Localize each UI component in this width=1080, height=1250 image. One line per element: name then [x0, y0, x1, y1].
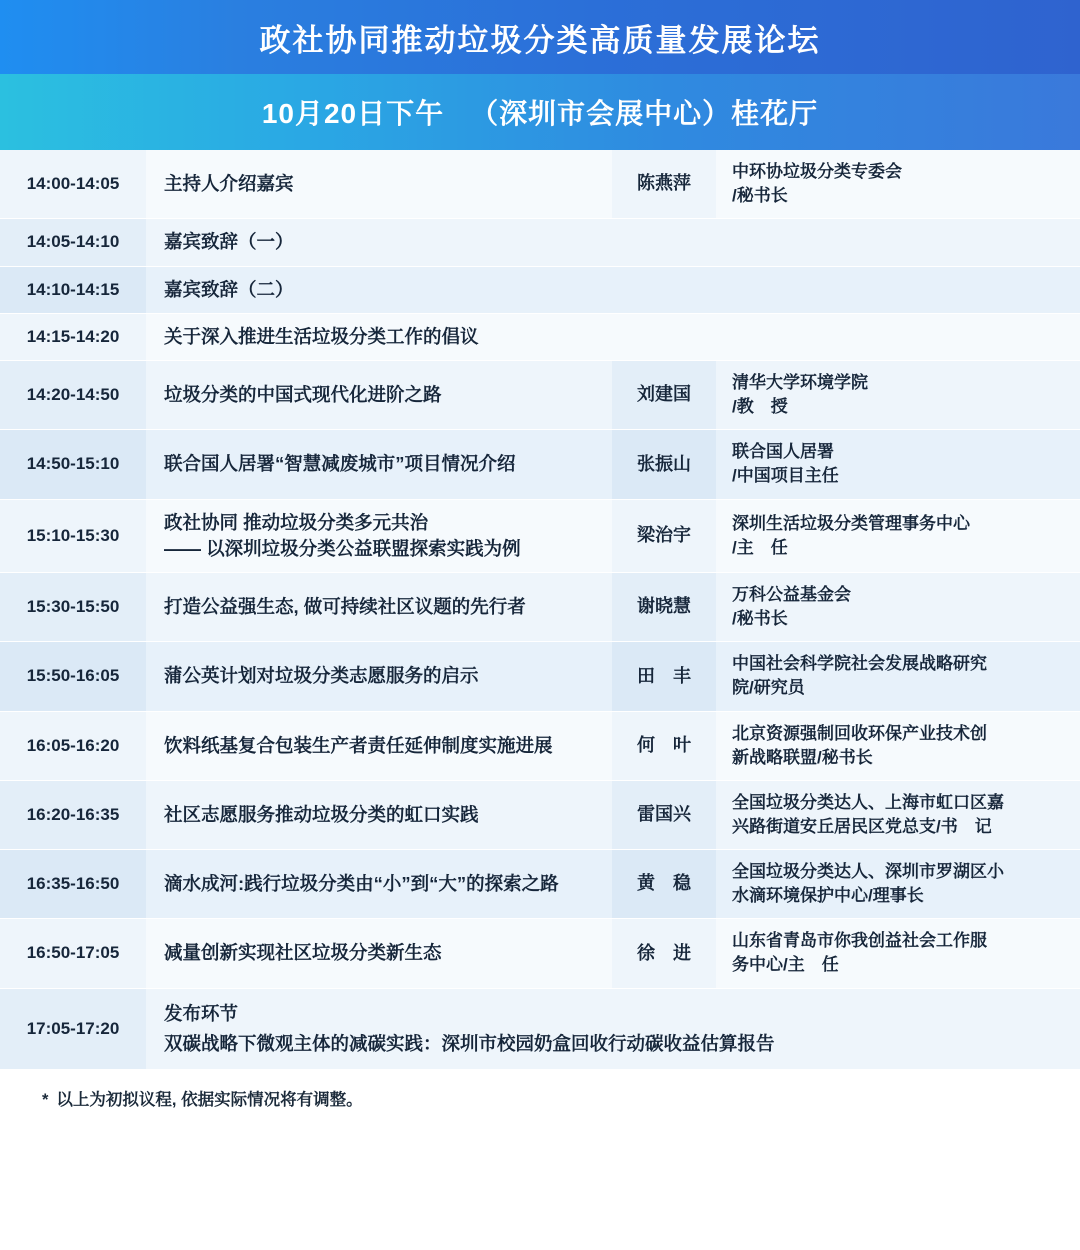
- table-row: [0, 219, 1080, 266]
- org-line-2: /主 任: [732, 537, 788, 557]
- row-topic: 减量创新实现社区垃圾分类新生态: [146, 919, 612, 988]
- row-time: 14:15-14:20: [0, 313, 146, 360]
- org-line-1: 北京资源强制回收环保产业技术创: [732, 723, 987, 743]
- row-topic: 打造公益强生态, 做可持续社区议题的先行者: [146, 573, 612, 642]
- table-row: [0, 499, 1080, 573]
- row-speaker: 梁治宇: [612, 499, 716, 573]
- row-speaker: 谢晓慧: [612, 573, 716, 642]
- row-organization: [716, 711, 1080, 780]
- row-organization: [716, 361, 1080, 430]
- table-row: [0, 430, 1080, 499]
- org-line-1: 联合国人居署: [732, 442, 834, 462]
- row-organization: [716, 499, 1080, 573]
- row-time: 16:35-16:50: [0, 850, 146, 919]
- org-line-1: 山东省青岛市你我创益社会工作服: [732, 931, 987, 951]
- org-line-2: 新战略联盟/秘书长: [732, 747, 873, 767]
- row-time: 14:20-14:50: [0, 361, 146, 430]
- row-topic: 蒲公英计划对垃圾分类志愿服务的启示: [146, 642, 612, 711]
- table-row: [0, 150, 1080, 219]
- row-organization: [716, 780, 1080, 849]
- table-row: [0, 711, 1080, 780]
- org-line-1: 深圳生活垃圾分类管理事务中心: [732, 513, 970, 533]
- row-time: 14:00-14:05: [0, 150, 146, 219]
- row-organization: [716, 850, 1080, 919]
- org-line-2: 院/研究员: [732, 678, 805, 698]
- row-time: 14:10-14:15: [0, 266, 146, 313]
- row-time: 15:30-15:50: [0, 573, 146, 642]
- org-line-2: /中国项目主任: [732, 466, 839, 486]
- org-line-2: 兴路街道安丘居民区党总支/书 记: [732, 816, 992, 836]
- org-line-1: 中环协垃圾分类专委会: [732, 162, 902, 181]
- row-speaker: 陈燕萍: [612, 150, 716, 219]
- table-row: [0, 313, 1080, 360]
- row-speaker: 徐 进: [612, 919, 716, 988]
- row-organization: [716, 573, 1080, 642]
- row-time: 16:50-17:05: [0, 919, 146, 988]
- row-topic: 垃圾分类的中国式现代化进阶之路: [146, 361, 612, 430]
- row-time: 16:05-16:20: [0, 711, 146, 780]
- row-organization: [716, 642, 1080, 711]
- final-section-subtitle: 双碳战略下微观主体的减碳实践：深圳市校园奶盒回收行动碳收益估算报告: [164, 1032, 775, 1054]
- table-row: [0, 780, 1080, 849]
- row-speaker: 雷国兴: [612, 780, 716, 849]
- page-title: 政社协同推动垃圾分类高质量发展论坛: [259, 22, 821, 58]
- table-row: [0, 361, 1080, 430]
- org-line-1: 万科公益基金会: [732, 585, 851, 605]
- org-line-1: 清华大学环境学院: [732, 373, 868, 393]
- topic-line-2: —— 以深圳垃圾分类公益联盟探索实践为例: [164, 537, 521, 559]
- table-row-final: [0, 988, 1080, 1070]
- row-topic: 社区志愿服务推动垃圾分类的虹口实践: [146, 780, 612, 849]
- row-time: 15:50-16:05: [0, 642, 146, 711]
- row-speaker: 田 丰: [612, 642, 716, 711]
- row-topic: 联合国人居署“智慧减废城市”项目情况介绍: [146, 430, 612, 499]
- row-topic: 嘉宾致辞（一）: [146, 219, 1080, 266]
- footnote-star: *: [42, 1091, 49, 1110]
- org-line-2: 务中心/主 任: [732, 955, 839, 975]
- org-line-1: 全国垃圾分类达人、深圳市罗湖区小: [732, 862, 1004, 882]
- session-datetime: 10月20日下午: [261, 98, 445, 129]
- agenda-table: [0, 150, 1080, 1070]
- row-speaker: 何 叶: [612, 711, 716, 780]
- session-info-banner: [0, 74, 1080, 150]
- row-topic: [146, 988, 1080, 1070]
- org-line-2: /教 授: [732, 397, 788, 417]
- row-topic: 主持人介绍嘉宾: [146, 150, 612, 219]
- row-organization: [716, 150, 1080, 219]
- table-row: [0, 266, 1080, 313]
- row-speaker: 刘建国: [612, 361, 716, 430]
- row-time: 15:10-15:30: [0, 499, 146, 573]
- row-time: 16:20-16:35: [0, 780, 146, 849]
- org-line-2: /秘书长: [732, 609, 788, 629]
- topic-line-1: 政社协同 推动垃圾分类多元共治: [164, 511, 429, 533]
- row-time: 17:05-17:20: [0, 988, 146, 1070]
- table-row: [0, 573, 1080, 642]
- table-row: [0, 850, 1080, 919]
- footnote-text: 以上为初拟议程, 依据实际情况将有调整。: [56, 1091, 363, 1110]
- org-line-2: /秘书长: [732, 186, 788, 206]
- row-topic: 饮料纸基复合包装生产者责任延伸制度实施进展: [146, 711, 612, 780]
- row-topic: 滴水成河:践行垃圾分类由“小”到“大”的探索之路: [146, 850, 612, 919]
- row-speaker: 黄 稳: [612, 850, 716, 919]
- org-line-1: 中国社会科学院社会发展战略研究: [732, 654, 987, 674]
- row-time: 14:05-14:10: [0, 219, 146, 266]
- row-topic: 关于深入推进生活垃圾分类工作的倡议: [146, 313, 1080, 360]
- table-row: [0, 642, 1080, 711]
- row-organization: [716, 430, 1080, 499]
- final-section-title: 发布环节: [164, 1002, 239, 1024]
- session-venue: （深圳市会展中心）桂花厅: [470, 98, 819, 129]
- row-topic: 嘉宾致辞（二）: [146, 266, 1080, 313]
- forum-title-banner: [0, 0, 1080, 74]
- row-time: 14:50-15:10: [0, 430, 146, 499]
- org-line-2: 水滴环境保护中心/理事长: [732, 886, 924, 906]
- row-speaker: 张振山: [612, 430, 716, 499]
- footnote: [0, 1070, 1080, 1110]
- org-line-1: 全国垃圾分类达人、上海市虹口区嘉: [732, 792, 1004, 812]
- row-topic: [146, 499, 612, 573]
- row-organization: [716, 919, 1080, 988]
- table-row: [0, 919, 1080, 988]
